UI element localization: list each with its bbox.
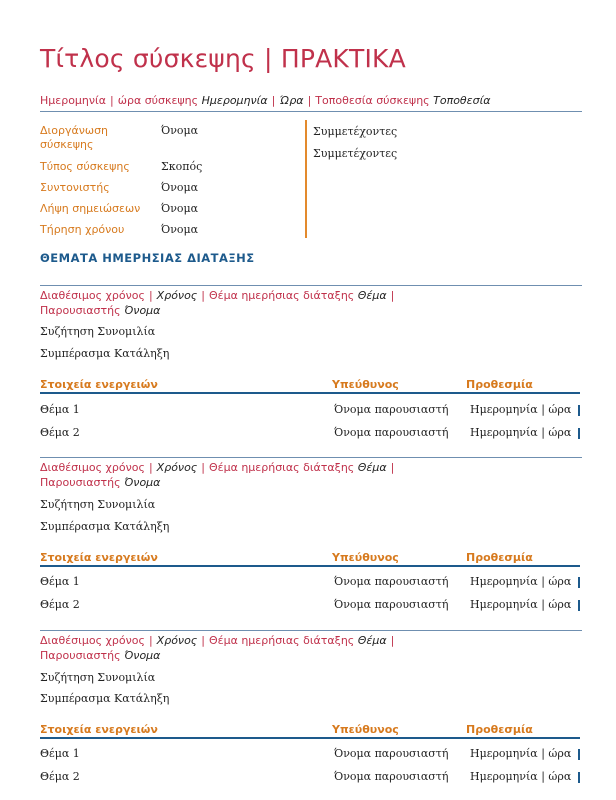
action-header: Στοιχεία ενεργειών Υπεύθυνος Προθεσμία [40,723,533,736]
role-label: Λήψη σημειώσεων [40,202,141,215]
location-value: Τοποθεσία [433,94,491,107]
agenda-item-rule [40,457,582,458]
action-header-rule [40,392,580,394]
location-label: Τοποθεσία σύσκεψης [315,94,430,107]
action-row: Θέμα 1 Όνομα παρουσιαστή Ημερομηνία | ώρα [40,575,580,589]
agenda-discussion: Συζήτηση Συνομιλία [40,325,156,338]
action-header-rule [40,737,580,739]
agenda-discussion: Συζήτηση Συνομιλία [40,671,156,684]
action-owner-header: Υπεύθυνος [332,378,399,391]
date-value: Ημερομηνία [201,94,268,107]
action-items-header: Στοιχεία ενεργειών [40,378,158,391]
agenda-conclusion: Συμπέρασμα Κατάληξη [40,520,170,533]
roles-divider [305,120,307,238]
time-label: ώρα σύσκεψης [117,94,199,107]
role-value: Όνομα [161,181,199,194]
action-row: Θέμα 2 Όνομα παρουσιαστή Ημερομηνία | ώρα [40,770,580,784]
meeting-meta-line: Ημερομηνία | ώρα σύσκεψης Ημερομηνία | Ώρα | Τοποθεσία σύσκεψης Τοποθεσία [40,94,582,112]
role-label: Συντονιστής [40,181,110,194]
action-header: Στοιχεία ενεργειών Υπεύθυνος Προθεσμία [40,551,533,564]
action-header [40,378,580,392]
agenda-item-rule [40,630,582,631]
agenda-item-line: Διαθέσιμος χρόνος | Χρόνος | Θέμα ημερήσιας διάταξης Θέμα | [40,289,395,302]
agenda-conclusion: Συμπέρασμα Κατάληξη [40,347,170,360]
action-row: Θέμα 1 Όνομα παρουσιαστή Ημερομηνία | ώρα [40,403,580,417]
agenda-presenter-line: Παρουσιαστής Όνομα [40,649,161,662]
page-title: Τίτλος σύσκεψης | ΠΡΑΚΤΙΚΑ [40,44,406,73]
action-row: Θέμα 2 Όνομα παρουσιαστή Ημερομηνία | ώρα [40,426,580,440]
date-label: Ημερομηνία [40,94,107,107]
role-label: Διοργάνωση σύσκεψης [40,124,109,151]
time-value: Ώρα [279,94,304,107]
action-row: Θέμα 2 Όνομα παρουσιαστή Ημερομηνία | ώρα [40,598,580,612]
agenda-item-line: Διαθέσιμος χρόνος | Χρόνος | Θέμα ημερήσιας διάταξης Θέμα | [40,461,395,474]
attendees-line: Συμμετέχοντες [313,147,398,160]
agenda-item-line: Διαθέσιμος χρόνος | Χρόνος | Θέμα ημερήσιας διάταξης Θέμα | [40,634,395,647]
role-label: Τύπος σύσκεψης [40,160,130,173]
agenda-presenter-line: Παρουσιαστής Όνομα [40,304,161,317]
agenda-presenter-line: Παρουσιαστής Όνομα [40,476,161,489]
role-value: Όνομα [161,223,199,236]
action-deadline-header: Προθεσμία [466,378,533,391]
action-row: Θέμα 1 Όνομα παρουσιαστή Ημερομηνία | ώρα [40,747,580,761]
action-header-rule [40,565,580,567]
role-label: Τήρηση χρόνου [40,223,125,236]
agenda-conclusion: Συμπέρασμα Κατάληξη [40,692,170,705]
role-value: Σκοπός [161,160,203,173]
attendees-line: Συμμετέχοντες [313,125,398,138]
agenda-discussion: Συζήτηση Συνομιλία [40,498,156,511]
agenda-item-rule [40,285,582,286]
agenda-heading: ΘΕΜΑΤΑ ΗΜΕΡΗΣΙΑΣ ΔΙΑΤΑΞΗΣ [40,251,255,265]
role-value: Όνομα [161,124,199,137]
role-value: Όνομα [161,202,199,215]
